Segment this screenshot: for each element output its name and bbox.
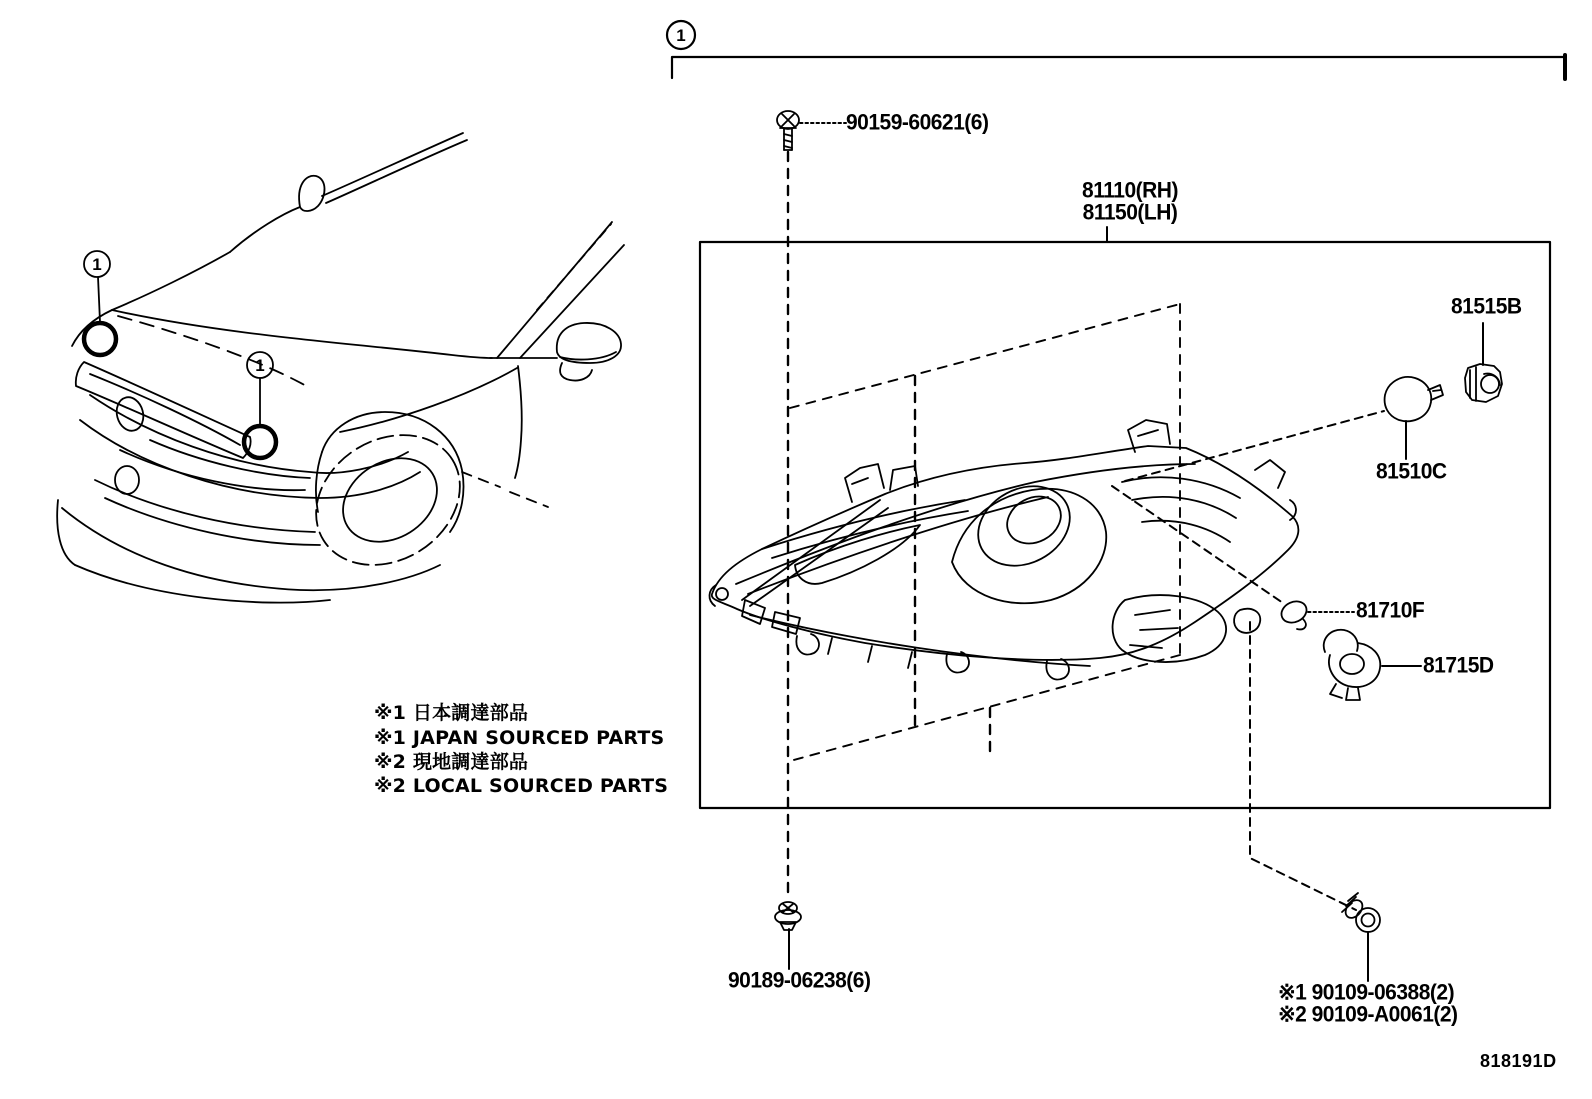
bulb-81510c-icon bbox=[1385, 377, 1443, 421]
note-local-sourced-en: ※2 LOCAL SOURCED PARTS bbox=[374, 775, 669, 797]
section-plane bbox=[790, 304, 1180, 408]
headlamp-location-marker-left bbox=[84, 323, 116, 355]
headlamp-drawing bbox=[709, 420, 1298, 679]
part-label-screw-right-1: ※1 90109-06388(2) bbox=[1278, 980, 1455, 1005]
construction-lines bbox=[788, 152, 1384, 910]
note-local-sourced-jp: ※2 現地調達部品 bbox=[374, 751, 529, 773]
part-label-81510c: 81510C bbox=[1376, 459, 1447, 484]
screw-top-icon bbox=[777, 111, 799, 150]
part-label-assy-lh: 81150(LH) bbox=[1082, 200, 1178, 225]
part-label-screw-bottom: 90189-06238(6) bbox=[728, 968, 871, 993]
car-callout-number-1: 1 bbox=[92, 255, 102, 274]
socket-81515b-icon bbox=[1465, 364, 1502, 402]
bracket-callout-number: 1 bbox=[676, 26, 686, 45]
screw-right-icon bbox=[1342, 893, 1380, 932]
part-label-81715d: 81715D bbox=[1423, 653, 1494, 678]
leader-bulb-81710f bbox=[1112, 486, 1283, 603]
car-drawing bbox=[57, 133, 624, 603]
bulb-81710f-icon bbox=[1278, 597, 1310, 629]
note-japan-sourced-jp: ※1 日本調達部品 bbox=[374, 702, 529, 724]
part-label-assy-rh: 81110(RH) bbox=[1082, 178, 1178, 203]
car-callout-markers bbox=[84, 251, 276, 458]
figure-code: 818191D bbox=[1480, 1051, 1557, 1071]
part-label-81710f: 81710F bbox=[1356, 598, 1425, 623]
headlamp-location-marker-right bbox=[244, 426, 276, 458]
socket-81715d-icon bbox=[1324, 630, 1381, 700]
group-bracket bbox=[667, 21, 1565, 79]
part-label-81515b: 81515B bbox=[1451, 294, 1522, 319]
screw-bottom-icon bbox=[775, 902, 801, 930]
leader-lines bbox=[789, 123, 1483, 981]
part-label-screw-top: 90159-60621(6) bbox=[846, 110, 989, 135]
car-callout-number-2: 1 bbox=[255, 356, 265, 375]
note-japan-sourced-en: ※1 JAPAN SOURCED PARTS bbox=[374, 727, 665, 749]
parts-box bbox=[700, 227, 1550, 808]
part-label-screw-right-2: ※2 90109-A0061(2) bbox=[1278, 1002, 1458, 1027]
